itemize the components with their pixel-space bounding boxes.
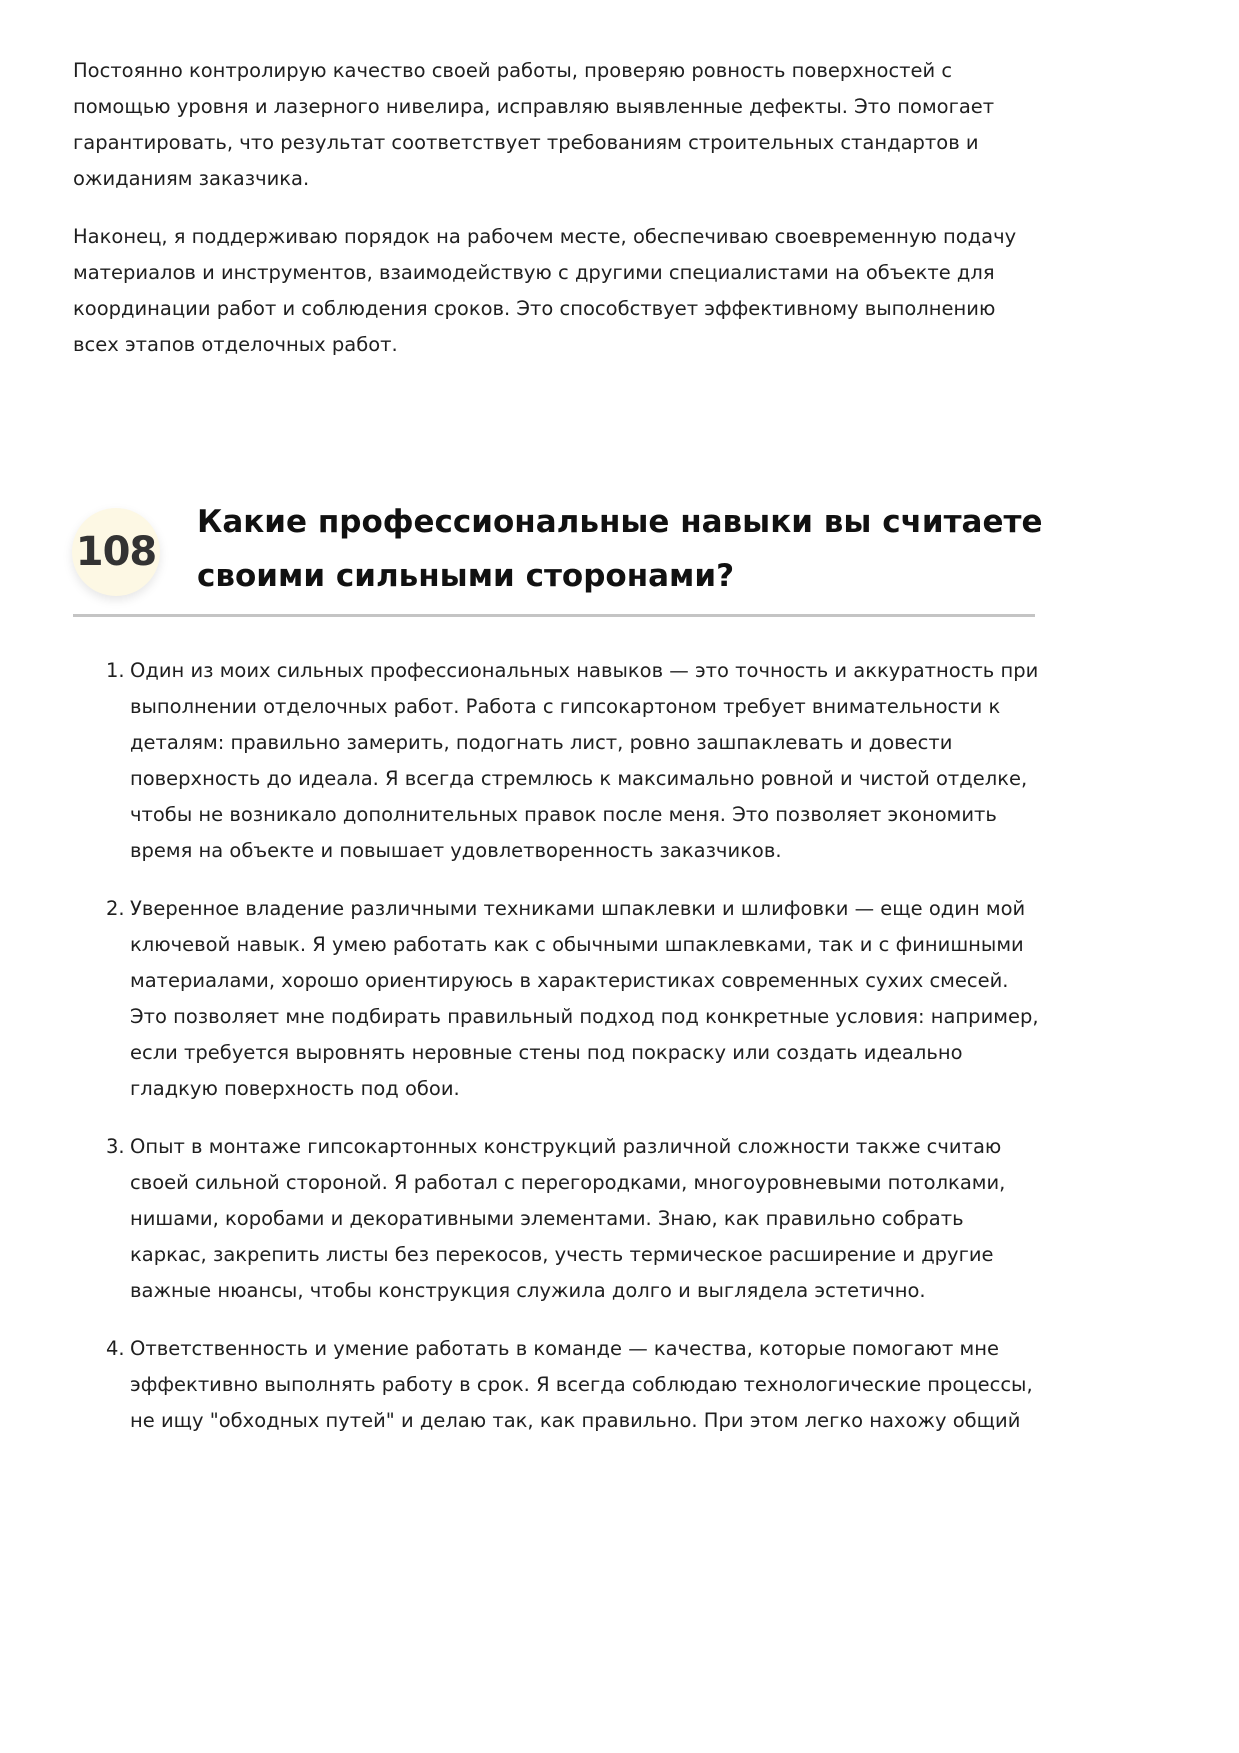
text-line: всех этапов отделочных работ. <box>73 333 398 356</box>
answer-list <box>73 653 1039 1439</box>
text-line: важные нюансы, чтобы конструкция служила долго и выглядела эстетично. <box>130 1279 926 1302</box>
list-item-number: 1. <box>106 659 125 682</box>
paragraph <box>73 219 1035 363</box>
question-title <box>197 495 1042 603</box>
text-line: материалами, хорошо ориентируюсь в характеристиках современных сухих смесей. <box>130 969 1009 992</box>
list-item <box>73 653 1039 869</box>
list-item-number: 4. <box>106 1337 125 1360</box>
text-line: поверхность до идеала. Я всегда стремлюсь к максимально ровной и чистой отделке, <box>130 767 1028 790</box>
text-line: Ответственность и умение работать в команде — качества, которые помогают мне <box>130 1337 999 1360</box>
text-line: своей сильной стороной. Я работал с перегородками, многоуровневыми потолками, <box>130 1171 1006 1194</box>
text-line: каркас, закрепить листы без перекосов, учесть термическое расширение и другие <box>130 1243 994 1266</box>
text-line: Постоянно контролирую качество своей работы, проверяю ровность поверхностей с <box>73 59 953 82</box>
text-line: Наконец, я поддерживаю порядок на рабочем месте, обеспечиваю своевременную подачу <box>73 225 1017 248</box>
text-line: не ищу "обходных путей" и делаю так, как правильно. При этом легко нахожу общий <box>130 1409 1021 1432</box>
intro-text <box>73 53 1035 363</box>
text-line: Опыт в монтаже гипсокартонных конструкций различной сложности также считаю <box>130 1135 1002 1158</box>
text-line: эффективно выполнять работу в срок. Я всегда соблюдаю технологические процессы, <box>130 1373 1033 1396</box>
question-title-line: Какие профессиональные навыки вы считаете <box>197 504 1043 540</box>
text-line: ключевой навык. Я умею работать как с обычными шпаклевками, так и с финишными <box>130 933 1024 956</box>
paragraph <box>73 53 1035 197</box>
text-line: гарантировать, что результат соответствует требованиям строительных стандартов и <box>73 131 979 154</box>
list-item <box>73 1129 1035 1309</box>
text-line: Это позволяет мне подбирать правильный подход под конкретные условия: например, <box>130 1005 1039 1028</box>
text-line: координации работ и соблюдения сроков. Это способствует эффективному выполнению <box>73 297 996 320</box>
list-item <box>73 1331 1035 1439</box>
document-content <box>73 53 1043 1461</box>
text-line: время на объекте и повышает удовлетворенность заказчиков. <box>130 839 782 862</box>
text-line: нишами, коробами и декоративными элементами. Знаю, как правильно собрать <box>130 1207 964 1230</box>
text-line: чтобы не возникало дополнительных правок после меня. Это позволяет экономить <box>130 803 997 826</box>
text-line: выполнении отделочных работ. Работа с гипсокартоном требует внимательности к <box>130 695 1001 718</box>
list-item-number: 2. <box>106 897 125 920</box>
text-line: если требуется выровнять неровные стены под покраску или создать идеально <box>130 1041 963 1064</box>
section-divider <box>73 614 1035 617</box>
list-item-number: 3. <box>106 1135 125 1158</box>
text-line: материалов и инструментов, взаимодействую с другими специалистами на объекте для <box>73 261 995 284</box>
question-title-line: своими сильными сторонами? <box>197 558 735 594</box>
text-line: Уверенное владение различными техниками шпаклевки и шлифовки — еще один мой <box>130 897 1026 920</box>
text-line: помощью уровня и лазерного нивелира, исправляю выявленные дефекты. Это помогает <box>73 95 995 118</box>
question-header <box>73 500 1043 612</box>
text-line: гладкую поверхность под обои. <box>130 1077 460 1100</box>
question-number-badge: 108 <box>72 508 160 596</box>
list-item <box>73 891 1039 1107</box>
text-line: деталям: правильно замерить, подогнать лист, ровно зашпаклевать и довести <box>130 731 953 754</box>
text-line: Один из моих сильных профессиональных навыков — это точность и аккуратность при <box>130 659 1039 682</box>
text-line: ожиданиям заказчика. <box>73 167 310 190</box>
